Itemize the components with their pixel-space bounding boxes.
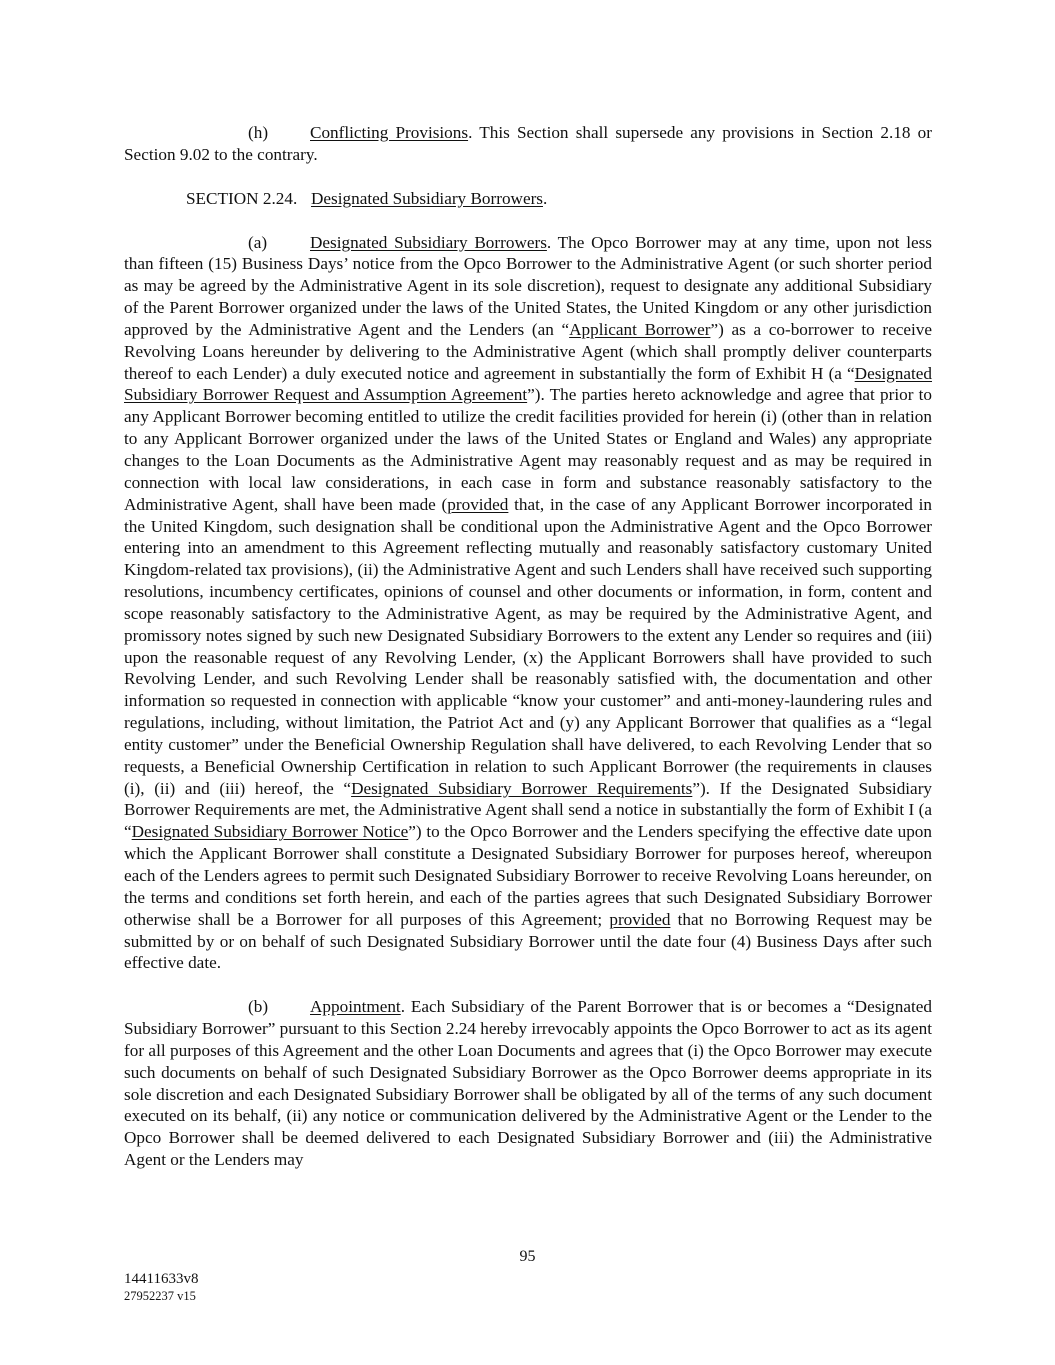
paragraph-b xyxy=(124,996,932,1171)
paragraph-b-label: (b) xyxy=(248,997,269,1017)
paragraph-h xyxy=(124,122,932,166)
page-number: 95 xyxy=(519,1248,536,1265)
defined-term-borrower-requirements: Designated Subsidiary Borrower Requirements xyxy=(351,778,693,798)
paragraph-a: (a) Designated Subsidiary Borrowers. The Opco Borrower may at any time, upon not less than fifteen (15) Business Days’ notice from the Opco Borrower to the Administrative Agent (or such shorter period as may be agreed by the Administrative Agent in its sole discretion), request to designate any additional Subsidiary of the Parent Borrower organized under the laws of the United States, the United Kingdom or any other jurisdiction approved by the Administrative Agent and the Lenders (an “Applicant Borrower”) as a co-borrower to receive Revolving Loans hereunder by delivering to the Administrative Agent (which shall promptly deliver counterparts thereof to each Lender) a duly executed notice and agreement in substantially the form of Exhibit H (a “Designated Subsidiary Borrower Request and Assumption Agreement”). The parties hereto acknowledge and agree that prior to any Applicant Borrower becoming entitled to utilize the credit facilities provided for herein (i) (other than in relation to any Applicant Borrower organized under the laws of the United States or England and Wales) any appropriate changes to the Loan Documents as the Administrative Agent may reasonably request and as may be required in connection with local law considerations, in each case in form and substance reasonably satisfactory to the Administrative Agent, shall have been made (provided that, in the case of any Applicant Borrower incorporated in the United Kingdom, such designation shall be conditional upon the Administrative Agent and the Opco Borrower entering into an amendment to this Agreement reflecting mutually and reasonably satisfactory customary United Kingdom-related tax provisions), (ii) the Administrative Agent and such Lenders shall have received such supporting resolutions, incumbency certificates, opinions of counsel and other documents or information, in form, content and scope reasonably satisfactory to the Administrative Agent, as may be required by the Administrative Agent, and promissory notes signed by such new Designated Subsidiary Borrowers to the extent any Lender so requires and (iii) upon the reasonable request of any Revolving Lender, (x) the Applicant Borrowers shall have provided to such Revolving Lender, and such Revolving Lender shall be reasonably satisfied with, the documentation and other information so requested in connection with applicable “know your customer” and anti-money-laundering rules and regulations, including, without limitation, the Patriot Act and (y) any Applicant Borrower that qualifies as a “legal entity customer” under the Beneficial Ownership Regulation shall have delivered, to each Revolving Lender that so requests, a Beneficial Ownership Certification in relation to such Applicant Borrower (the requirements in clauses (i), (ii) and (iii) hereof, the “Designated Subsidiary Borrower Requirements”). If the Designated Subsidiary Borrower Requirements are met, the Administrative Agent shall send a notice in substantially the form of Exhibit I (a “Designated Subsidiary Borrower Notice”) to the Opco Borrower and the Lenders specifying the effective date upon which the Applicant Borrower shall constitute a Designated Subsidiary Borrower for purposes hereof, whereupon each of the Lenders agrees to permit such Designated Subsidiary Borrower to receive Revolving Loans hereunder, on the terms and conditions set forth herein, and each of the parties agrees that such Designated Subsidiary Borrower otherwise shall be a Borrower for all purposes of this Agreement; provided that no Borrowing Request may be submitted by or on behalf of such Designated Subsidiary Borrower until the date four (4) Business Days after such effective date. xyxy=(124,232,933,973)
provided-term: provided xyxy=(609,909,671,929)
document-id-primary: 14411633v8 xyxy=(124,1271,199,1287)
section-heading: SECTION 2.24. Designated Subsidiary Borrowers. xyxy=(186,188,548,208)
paragraph-a-label: (a) xyxy=(248,232,268,252)
paragraph-b-text: . Each Subsidiary of the Parent Borrower that is or becomes a “Designated Subsidiary Borrower” pursuant to this Section 2.24 hereby irrevocably appoints the Opco Borrower to act as its agent for all purposes of this Agreement and the other Loan Documents and agrees that (i) the Opco Borrower may execute such documents on behalf of such Designated Subsidiary Borrower as the Opco Borrower deems appropriate in its sole discretion and each Designated Subsidiary Borrower shall be obligated by all of the terms of any such document executed on its behalf, (ii) any notice or communication delivered by the Administrative Agent or the Lender to the Opco Borrower shall be deemed delivered to each Designated Subsidiary Borrower and (iii) the Administrative Agent or the Lenders may xyxy=(124,997,932,1170)
defined-term-request-assumption-agreement: Designated Subsidiary Borrower Request and Assumption Agreement xyxy=(124,363,932,405)
paragraph-h-label: (h) xyxy=(248,123,269,142)
paragraph-h-text: . This Section shall supersede any provisions in Section 2.18 or Section 9.02 to the contrary. xyxy=(124,123,932,164)
paragraph-h-heading: Conflicting Provisions xyxy=(310,123,469,142)
defined-term-borrower-notice: Designated Subsidiary Borrower Notice xyxy=(131,822,409,842)
document-id-secondary: 27952237 v15 xyxy=(124,1289,196,1303)
defined-term-applicant-borrower: Applicant Borrower xyxy=(569,319,711,339)
document-page xyxy=(124,122,932,1171)
section-title: Designated Subsidiary Borrowers xyxy=(311,188,543,208)
paragraph-a-heading: Designated Subsidiary Borrowers xyxy=(310,232,547,252)
section-number: SECTION 2.24. xyxy=(186,188,298,208)
provided-term: provided xyxy=(447,494,509,514)
paragraph-b-heading: Appointment xyxy=(310,997,401,1017)
